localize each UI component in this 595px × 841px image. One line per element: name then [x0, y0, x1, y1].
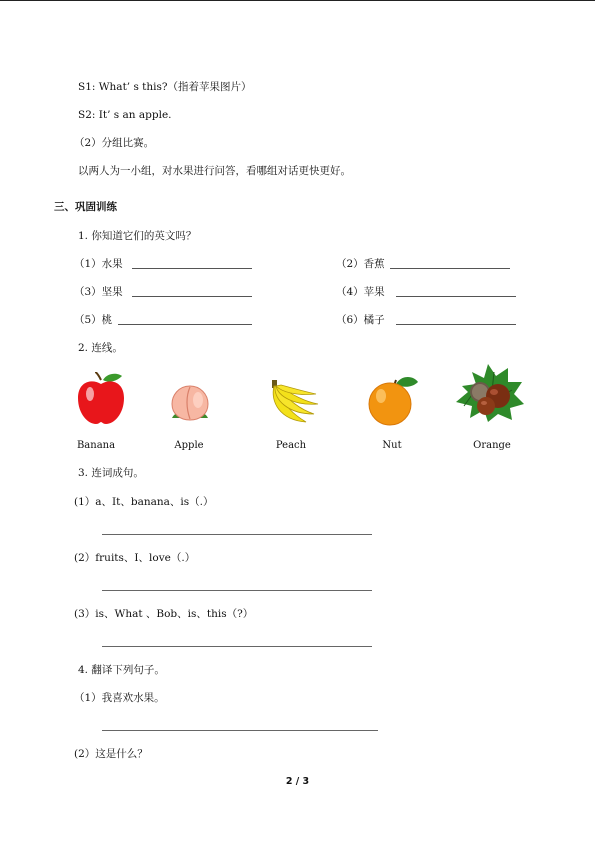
q3-answer-line-2[interactable] [102, 590, 372, 591]
q1-item-apple: （4）苹果 [336, 286, 389, 298]
q3-item-1: (1）a、It、banana、is（.） [74, 496, 214, 508]
q1-item-orange: （6）橘子 [336, 314, 389, 326]
dialog-line-s2: S2: It’ s an apple. [78, 109, 172, 121]
q2-word-apple: Apple [174, 440, 204, 451]
q1-answer-blank-banana[interactable] [390, 268, 510, 269]
q1-answer-blank-nut[interactable] [132, 296, 252, 297]
banana-picture-icon [266, 378, 320, 428]
question-4-title: 4. 翻译下列句子。 [78, 664, 165, 676]
question-3-title: 3. 连词成句。 [78, 467, 144, 479]
question-2-title: 2. 连线。 [78, 342, 123, 354]
question-1-title: 1. 你知道它们的英文吗？ [78, 230, 197, 242]
q4-answer-line-1[interactable] [102, 730, 378, 731]
q1-item-fruit: （1）水果 [74, 258, 127, 270]
q3-item-3: (3）is、What 、Bob、is、this（?） [74, 608, 254, 620]
q3-answer-line-1[interactable] [102, 534, 372, 535]
page-number: 2 / 3 [285, 776, 310, 787]
q3-item-2: (2）fruits、I、love（.） [74, 552, 196, 564]
q2-word-banana: Banana [76, 440, 116, 451]
q1-answer-blank-apple[interactable] [396, 296, 516, 297]
q1-item-peach: （5）桃 [74, 314, 113, 326]
orange-picture-icon [366, 374, 422, 426]
q4-item-1: （1）我喜欢水果。 [74, 692, 165, 704]
q1-answer-blank-orange[interactable] [396, 324, 516, 325]
group-competition-description: 以两人为一小组，对水果进行问答，看哪组对话更快更好。 [78, 165, 351, 177]
q3-answer-line-3[interactable] [102, 646, 372, 647]
peach-picture-icon [168, 380, 212, 424]
q1-answer-blank-peach[interactable] [118, 324, 252, 325]
q2-word-peach: Peach [275, 440, 307, 451]
q2-word-nut: Nut [382, 440, 402, 451]
q1-item-nut: （3）坚果 [74, 286, 127, 298]
q4-item-2: (2）这是什么？ [74, 748, 148, 760]
apple-picture-icon [76, 372, 126, 426]
q1-answer-blank-fruit[interactable] [132, 268, 252, 269]
section-title: 三、巩固训练 [54, 201, 117, 213]
q1-item-banana: （2）香蕉 [336, 258, 385, 270]
q2-word-orange: Orange [473, 440, 511, 451]
nut-picture-icon [454, 362, 526, 422]
group-competition-label: （2）分组比赛。 [74, 137, 155, 149]
dialog-line-s1: S1: What’ s this?（指着苹果图片） [78, 81, 252, 93]
page-top-border [0, 0, 595, 1]
